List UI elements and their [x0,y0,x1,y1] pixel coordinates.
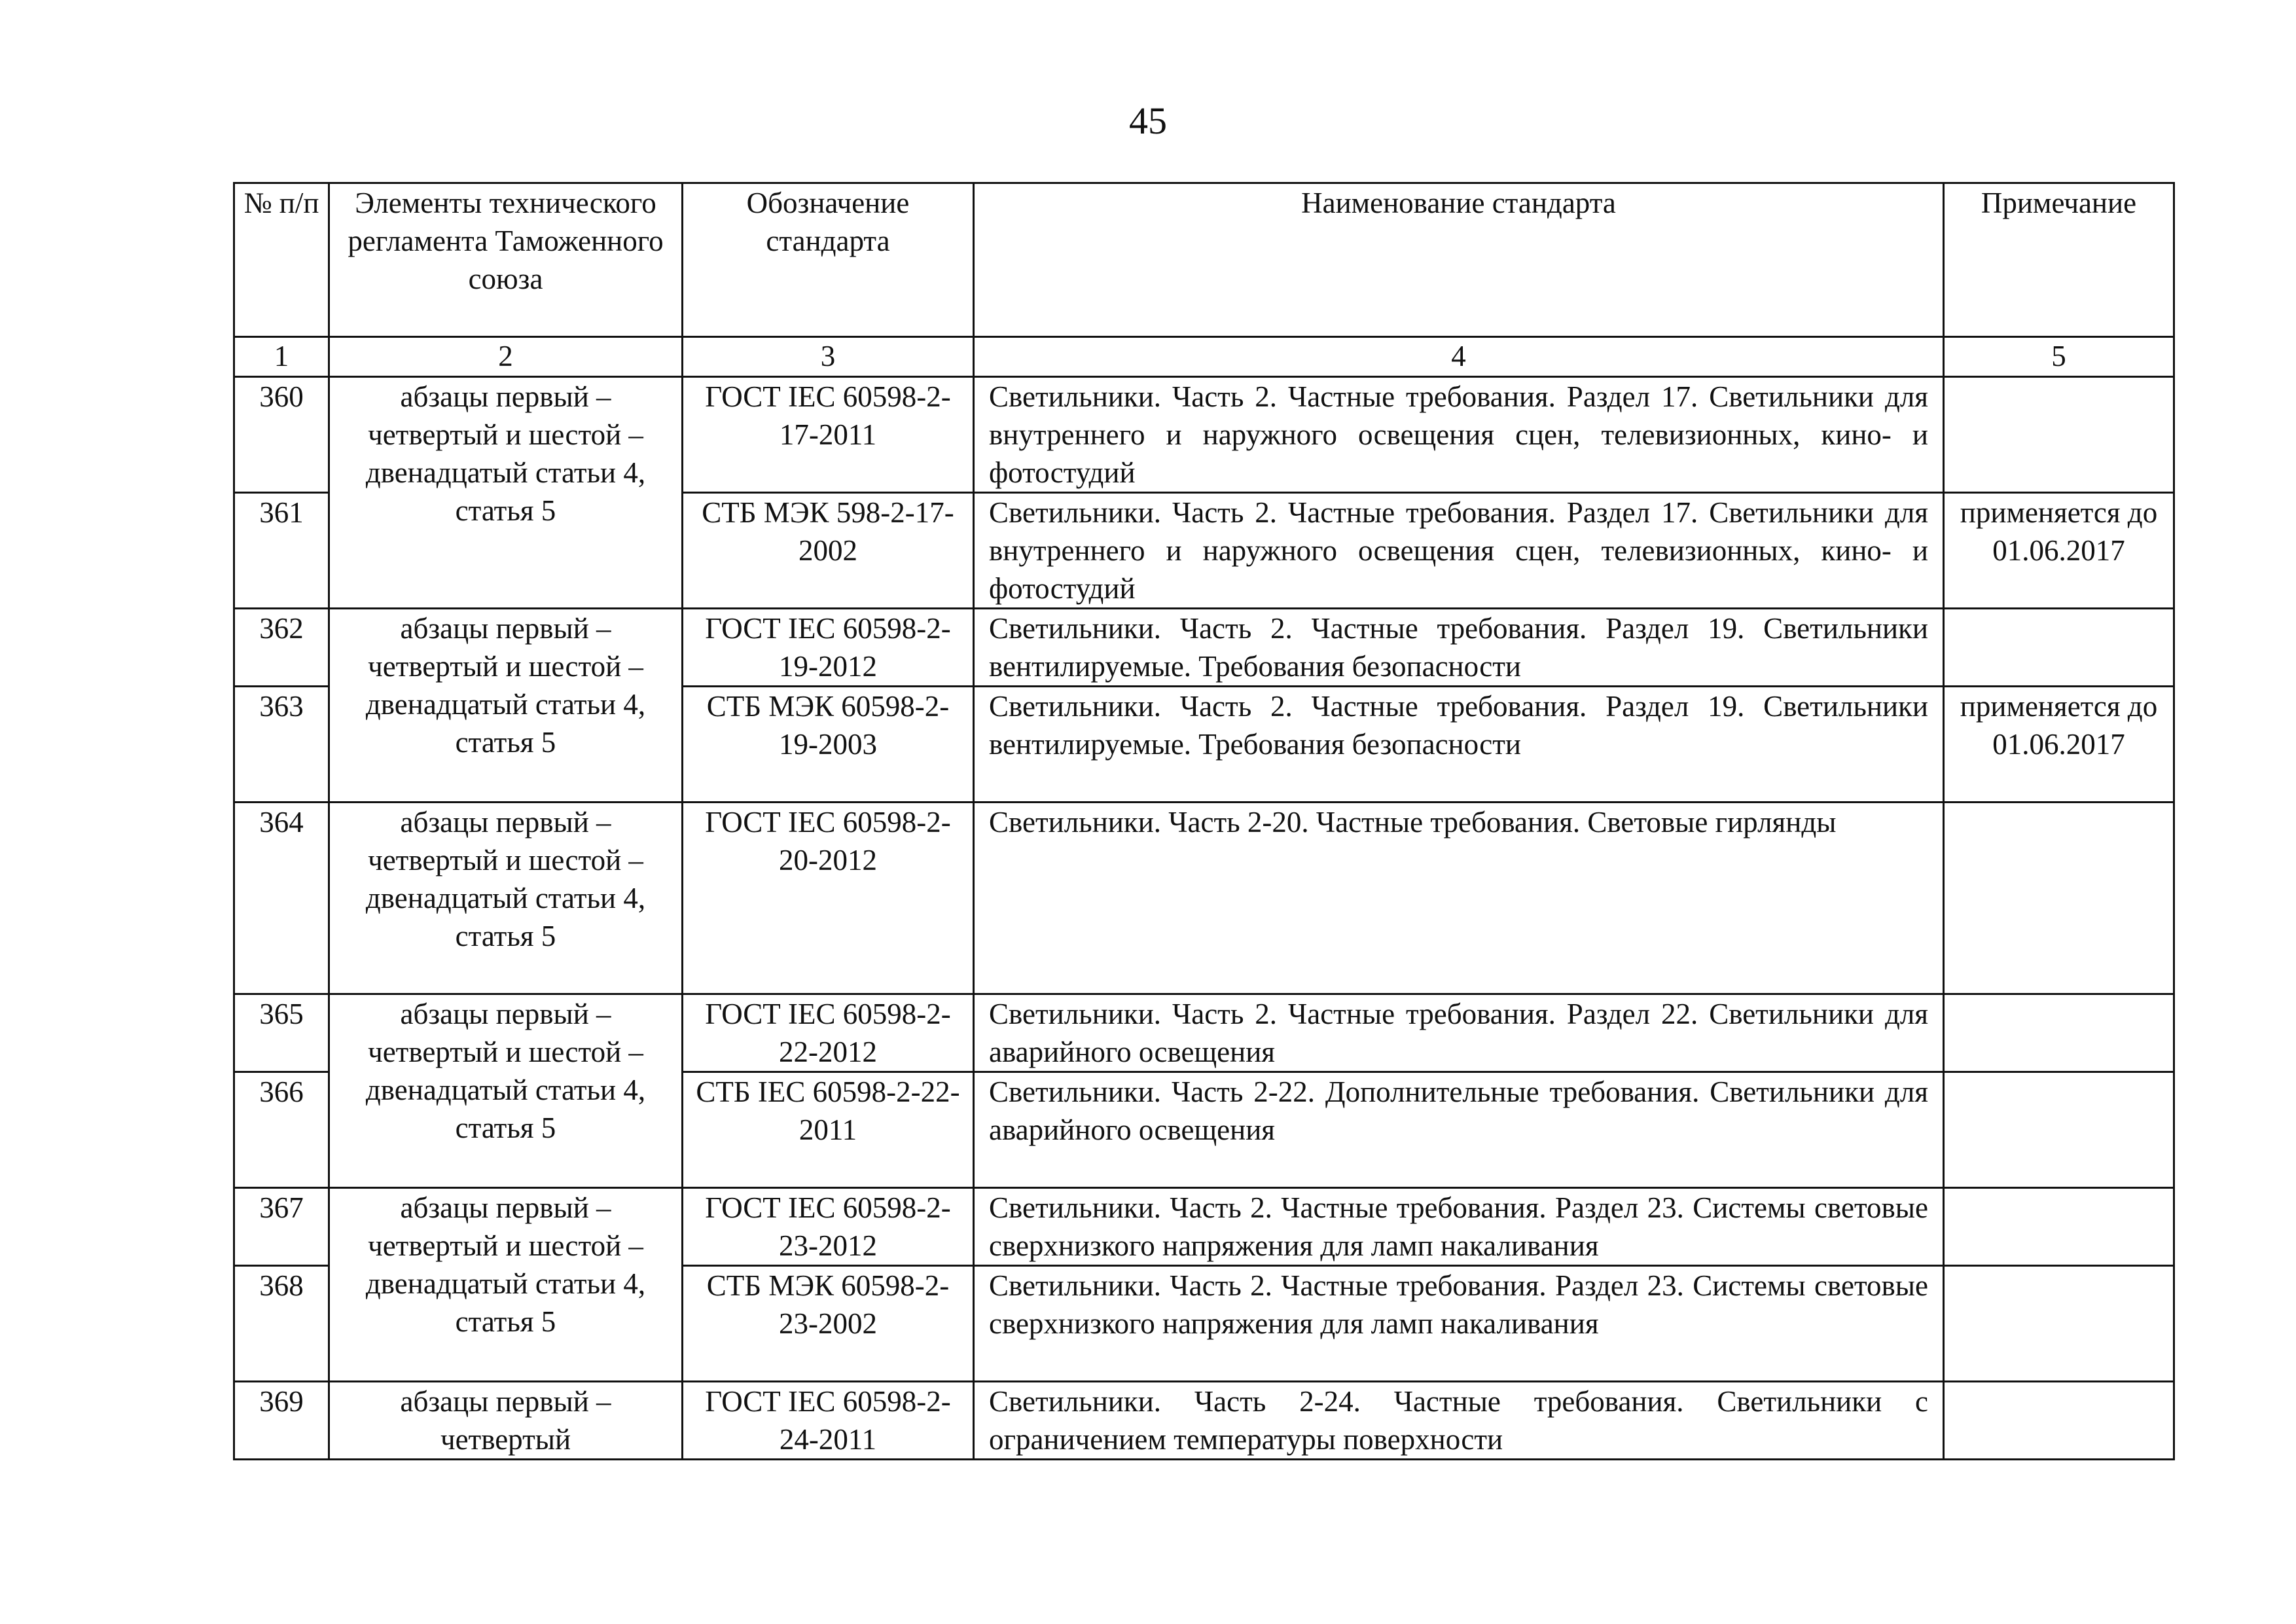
column-number: 3 [683,337,974,377]
row-number: 365 [234,994,329,1072]
note [1944,1188,2174,1266]
standard-name: Светильники. Часть 2. Частные требования. Раздел 17. Светильники для внутреннего и наружного освещения сцен, телевизионных, кино- и фотостудий [974,493,1944,609]
standards-table [233,182,2175,1460]
table-row [234,803,2174,994]
row-number: 368 [234,1266,329,1382]
row-number: 360 [234,377,329,493]
element-cell: абзацы первый – четвертый и шестой – двенадцатый статьи 4, статья 5 [329,377,683,609]
element-cell: абзацы первый – четвертый [329,1382,683,1460]
note [1944,994,2174,1072]
standard-code: ГОСТ IEC 60598-2-22-2012 [683,994,974,1072]
standard-code: ГОСТ IEC 60598-2-17-2011 [683,377,974,493]
row-number: 361 [234,493,329,609]
note [1944,1266,2174,1382]
standard-code: ГОСТ IEC 60598-2-19-2012 [683,609,974,687]
standard-code: СТБ МЭК 60598-2-23-2002 [683,1266,974,1382]
standard-name: Светильники. Часть 2-22. Дополнительные требования. Светильники для аварийного освещения [974,1072,1944,1188]
standard-name: Светильники. Часть 2. Частные требования. Раздел 17. Светильники для внутреннего и наружного освещения сцен, телевизионных, кино- и фотостудий [974,377,1944,493]
header-standard-name: Наименование стандарта [974,183,1944,337]
header-number: № п/п [234,183,329,337]
row-number: 364 [234,803,329,994]
standard-name: Светильники. Часть 2. Частные требования. Раздел 23. Системы световые сверхнизкого напряжения для ламп накаливания [974,1188,1944,1266]
row-number: 362 [234,609,329,687]
row-number: 369 [234,1382,329,1460]
column-numbers-row [234,337,2174,377]
standard-code: СТБ МЭК 598-2-17-2002 [683,493,974,609]
table-header-row [234,183,2174,337]
header-elements: Элементы технического регламента Таможенного союза [329,183,683,337]
element-cell: абзацы первый – четвертый и шестой – двенадцатый статьи 4, статья 5 [329,994,683,1188]
standard-code: СТБ МЭК 60598-2-19-2003 [683,687,974,803]
note [1944,609,2174,687]
standard-name: Светильники. Часть 2-20. Частные требования. Световые гирлянды [974,803,1944,994]
standard-name: Светильники. Часть 2. Частные требования. Раздел 19. Светильники вентилируемые. Требования безопасности [974,687,1944,803]
element-cell: абзацы первый – четвертый и шестой – двенадцатый статьи 4, статья 5 [329,609,683,803]
standard-code: ГОСТ IEC 60598-2-20-2012 [683,803,974,994]
standard-code: СТБ IEC 60598-2-22-2011 [683,1072,974,1188]
standard-name: Светильники. Часть 2-24. Частные требования. Светильники с ограничением температуры поверхности [974,1382,1944,1460]
column-number: 4 [974,337,1944,377]
standard-name: Светильники. Часть 2. Частные требования. Раздел 19. Светильники вентилируемые. Требования безопасности [974,609,1944,687]
standard-code: ГОСТ IEC 60598-2-23-2012 [683,1188,974,1266]
note: применяется до 01.06.2017 [1944,493,2174,609]
table-row [234,609,2174,687]
column-number: 2 [329,337,683,377]
standard-name: Светильники. Часть 2. Частные требования. Раздел 22. Светильники для аварийного освещения [974,994,1944,1072]
element-cell: абзацы первый – четвертый и шестой – двенадцатый статьи 4, статья 5 [329,803,683,994]
table-row [234,1188,2174,1266]
row-number: 366 [234,1072,329,1188]
column-number: 5 [1944,337,2174,377]
column-number: 1 [234,337,329,377]
standard-name: Светильники. Часть 2. Частные требования. Раздел 23. Системы световые сверхнизкого напряжения для ламп накаливания [974,1266,1944,1382]
header-designation: Обозначение стандарта [683,183,974,337]
standard-code: ГОСТ IEC 60598-2-24-2011 [683,1382,974,1460]
page-number: 45 [1129,99,1167,142]
table-row [234,1382,2174,1460]
header-note: Примечание [1944,183,2174,337]
table-row [234,994,2174,1072]
note [1944,803,2174,994]
element-cell: абзацы первый – четвертый и шестой – двенадцатый статьи 4, статья 5 [329,1188,683,1382]
note [1944,1382,2174,1460]
table-row [234,377,2174,493]
note [1944,1072,2174,1188]
row-number: 363 [234,687,329,803]
row-number: 367 [234,1188,329,1266]
note: применяется до 01.06.2017 [1944,687,2174,803]
note [1944,377,2174,493]
